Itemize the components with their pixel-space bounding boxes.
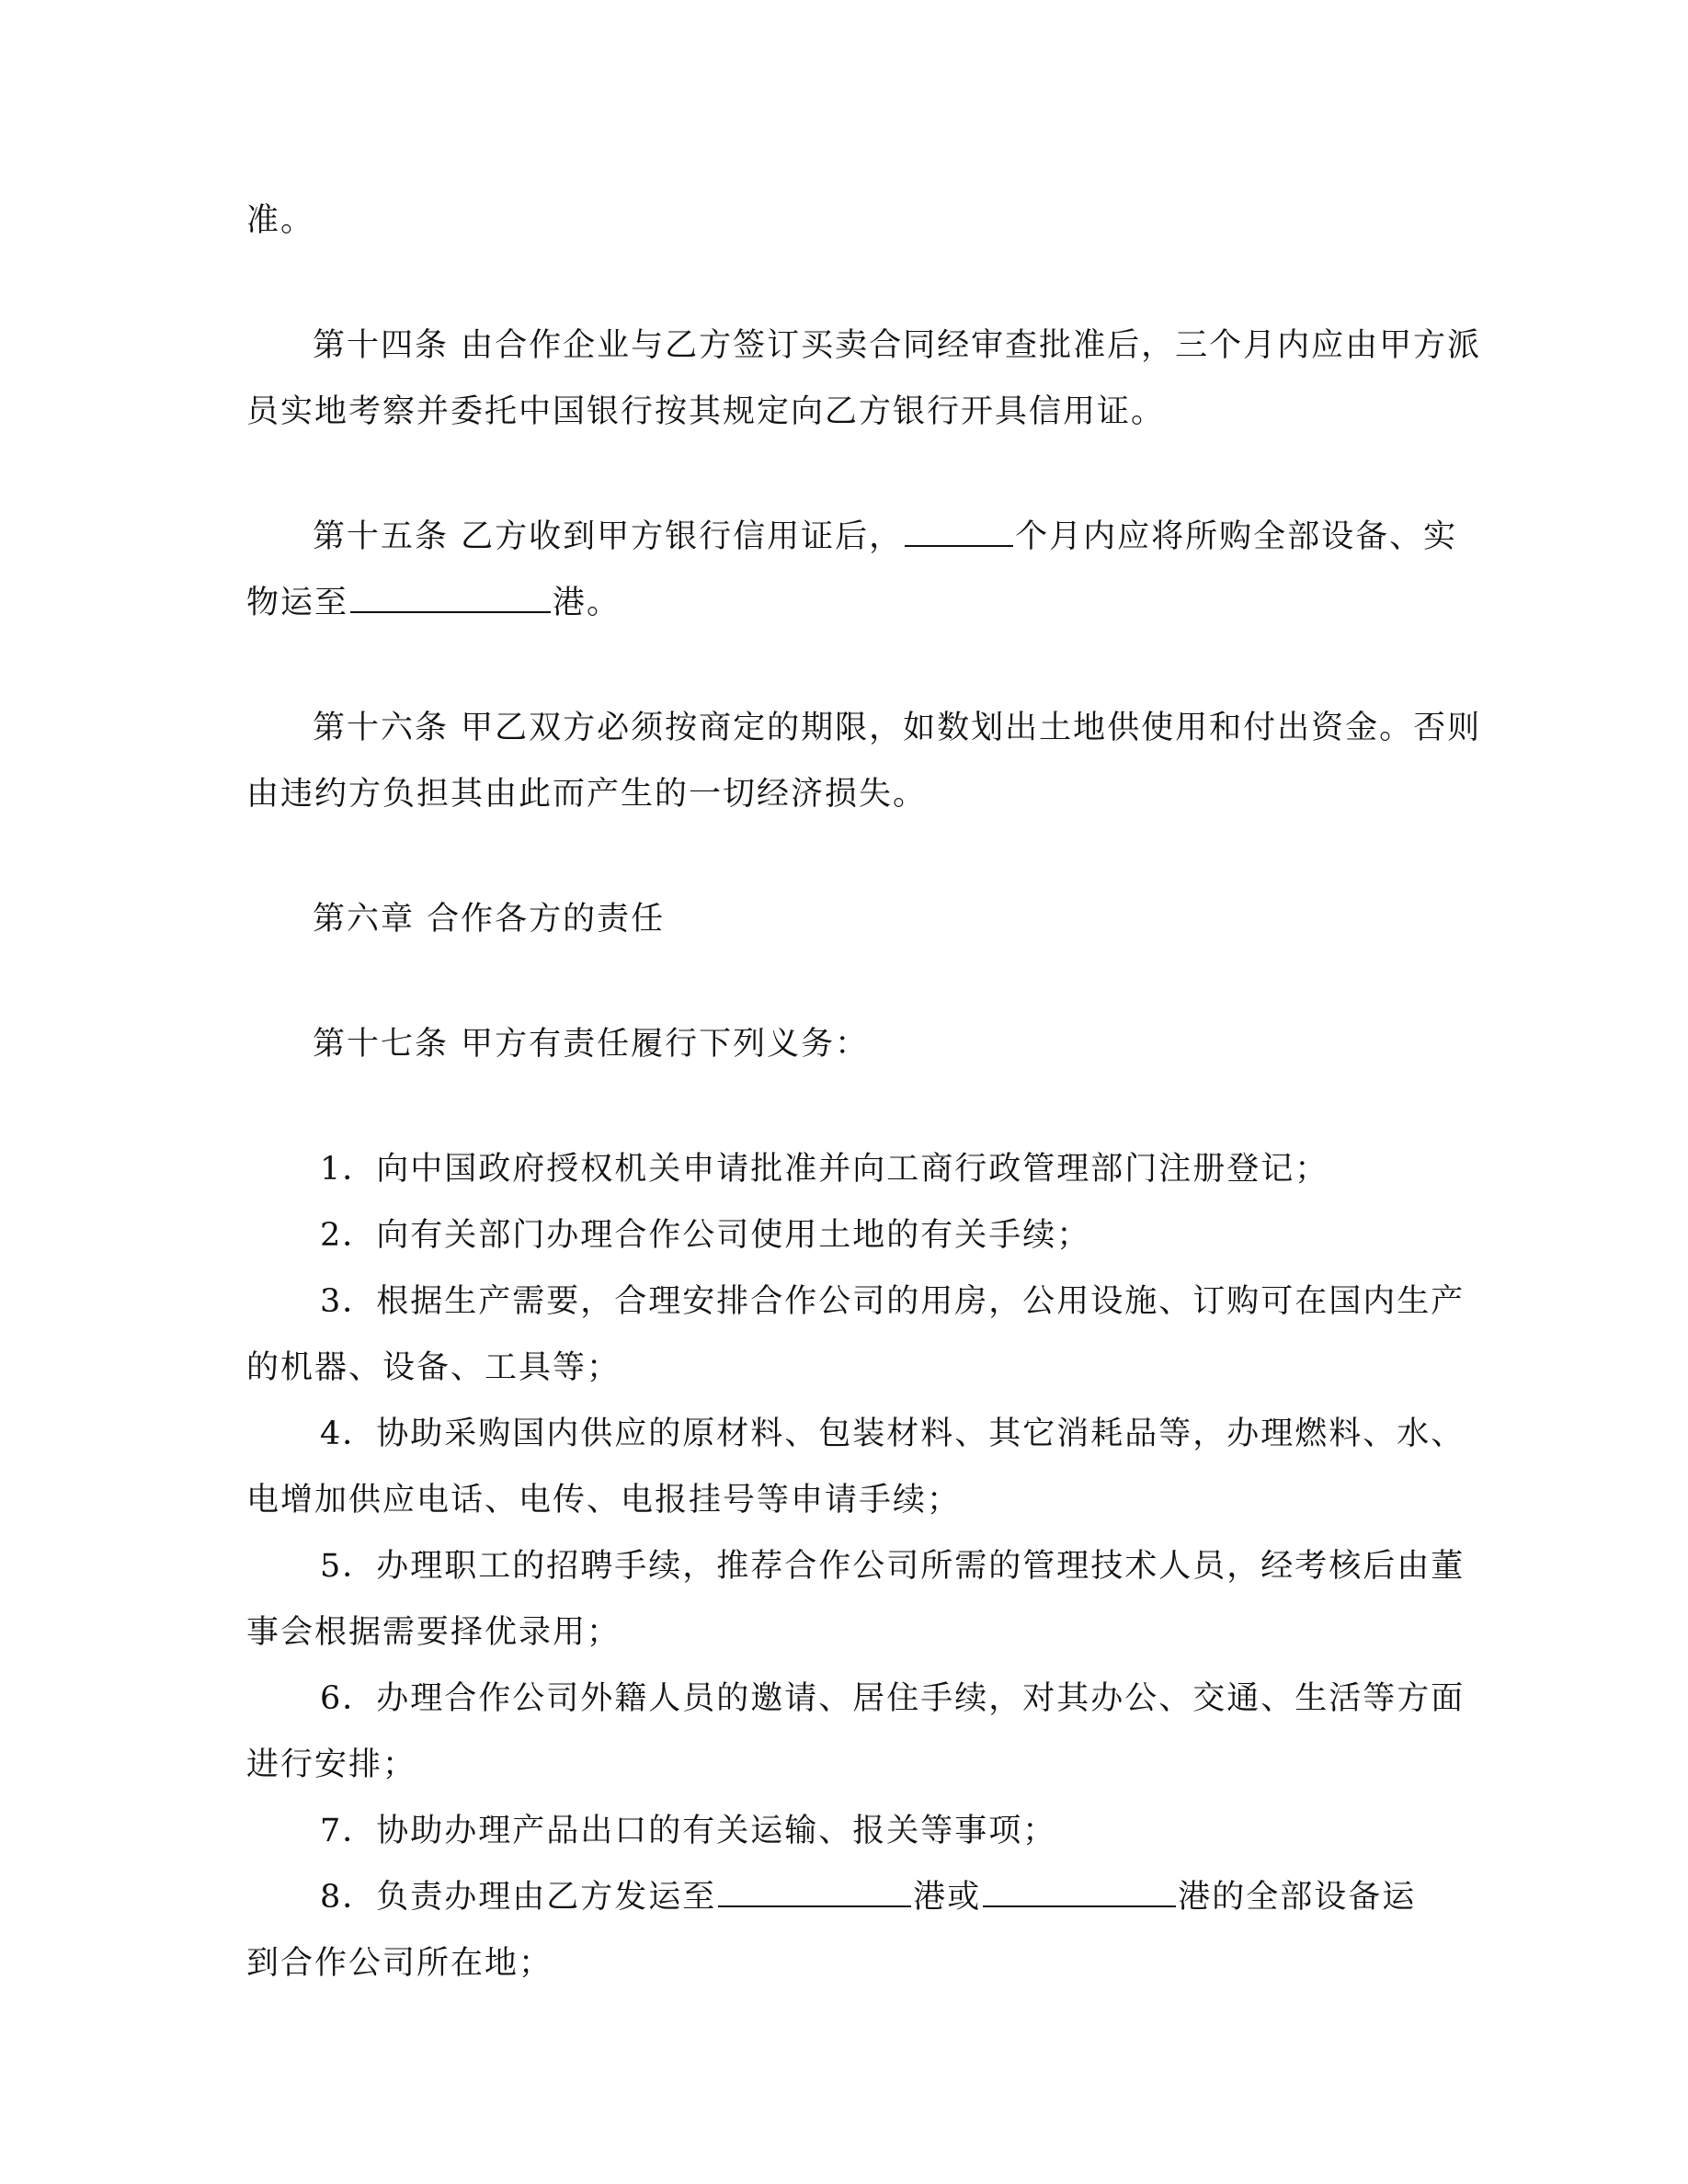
article-15-text-before-port: 物运至 bbox=[246, 585, 349, 621]
list-item-6-line-1: 6．办理合作公司外籍人员的邀请、居住手续，对其办公、交通、生活等方面 bbox=[320, 1680, 1466, 1717]
chapter-6-heading: 第六章 合作各方的责任 bbox=[313, 901, 666, 938]
list-item-6-line-2: 进行安排； bbox=[246, 1746, 417, 1783]
article-16-line-2: 由违约方负担其由此而产生的一切经济损失。 bbox=[246, 776, 928, 813]
list-item-3-line-1: 3．根据生产需要，合理安排合作公司的用房，公用设施、订购可在国内生产 bbox=[320, 1283, 1466, 1320]
list-item-8-text-middle: 港或 bbox=[913, 1879, 982, 1916]
article-15-text-before: 第十五条 乙方收到甲方银行信用证后， bbox=[313, 518, 904, 555]
list-item-8-line-1 bbox=[320, 1877, 1416, 1917]
list-item-3-line-2: 的机器、设备、工具等； bbox=[246, 1349, 622, 1386]
list-item-8-text-after: 港的全部设备运 bbox=[1178, 1879, 1417, 1916]
list-item-4-line-2: 电增加供应电话、电传、电报挂号等申请手续； bbox=[246, 1482, 962, 1519]
article-14-line-2: 员实地考察并委托中国银行按其规定向乙方银行开具信用证。 bbox=[246, 393, 1166, 430]
article-15-line-1 bbox=[313, 517, 1457, 557]
list-item-2: 2．向有关部门办理合作公司使用土地的有关手续； bbox=[320, 1217, 1091, 1254]
article-15-text-after-port: 港。 bbox=[553, 585, 622, 621]
article-15-text-after: 个月内应将所购全部设备、实 bbox=[1015, 518, 1458, 555]
list-item-8-line-2: 到合作公司所在地； bbox=[246, 1945, 553, 1982]
fill-in-blank-port-1 bbox=[718, 1878, 911, 1907]
article-15-line-2 bbox=[246, 583, 621, 623]
list-item-5-line-1: 5．办理职工的招聘手续，推荐合作公司所需的管理技术人员，经考核后由董 bbox=[320, 1548, 1466, 1585]
list-item-5-line-2: 事会根据需要择优录用； bbox=[246, 1614, 622, 1651]
list-item-4-line-1: 4．协助采购国内供应的原材料、包装材料、其它消耗品等，办理燃料、水、 bbox=[320, 1416, 1466, 1452]
fill-in-blank-months bbox=[905, 518, 1013, 547]
text-line-continuation: 准。 bbox=[246, 202, 315, 239]
article-17-heading: 第十七条 甲方有责任履行下列义务： bbox=[313, 1026, 870, 1063]
list-item-8-text-before: 8．负责办理由乙方发运至 bbox=[320, 1879, 717, 1916]
list-item-1: 1．向中国政府授权机关申请批准并向工商行政管理部门注册登记； bbox=[320, 1151, 1329, 1188]
list-item-7: 7．协助办理产品出口的有关运输、报关等事项； bbox=[320, 1813, 1057, 1849]
article-14-line-1: 第十四条 由合作企业与乙方签订买卖合同经审查批准后，三个月内应由甲方派 bbox=[313, 327, 1482, 364]
article-16-line-1: 第十六条 甲乙双方必须按商定的期限，如数划出土地供使用和付出资金。否则 bbox=[313, 710, 1482, 746]
fill-in-blank-port-2 bbox=[983, 1878, 1176, 1907]
fill-in-blank-port bbox=[350, 584, 551, 613]
